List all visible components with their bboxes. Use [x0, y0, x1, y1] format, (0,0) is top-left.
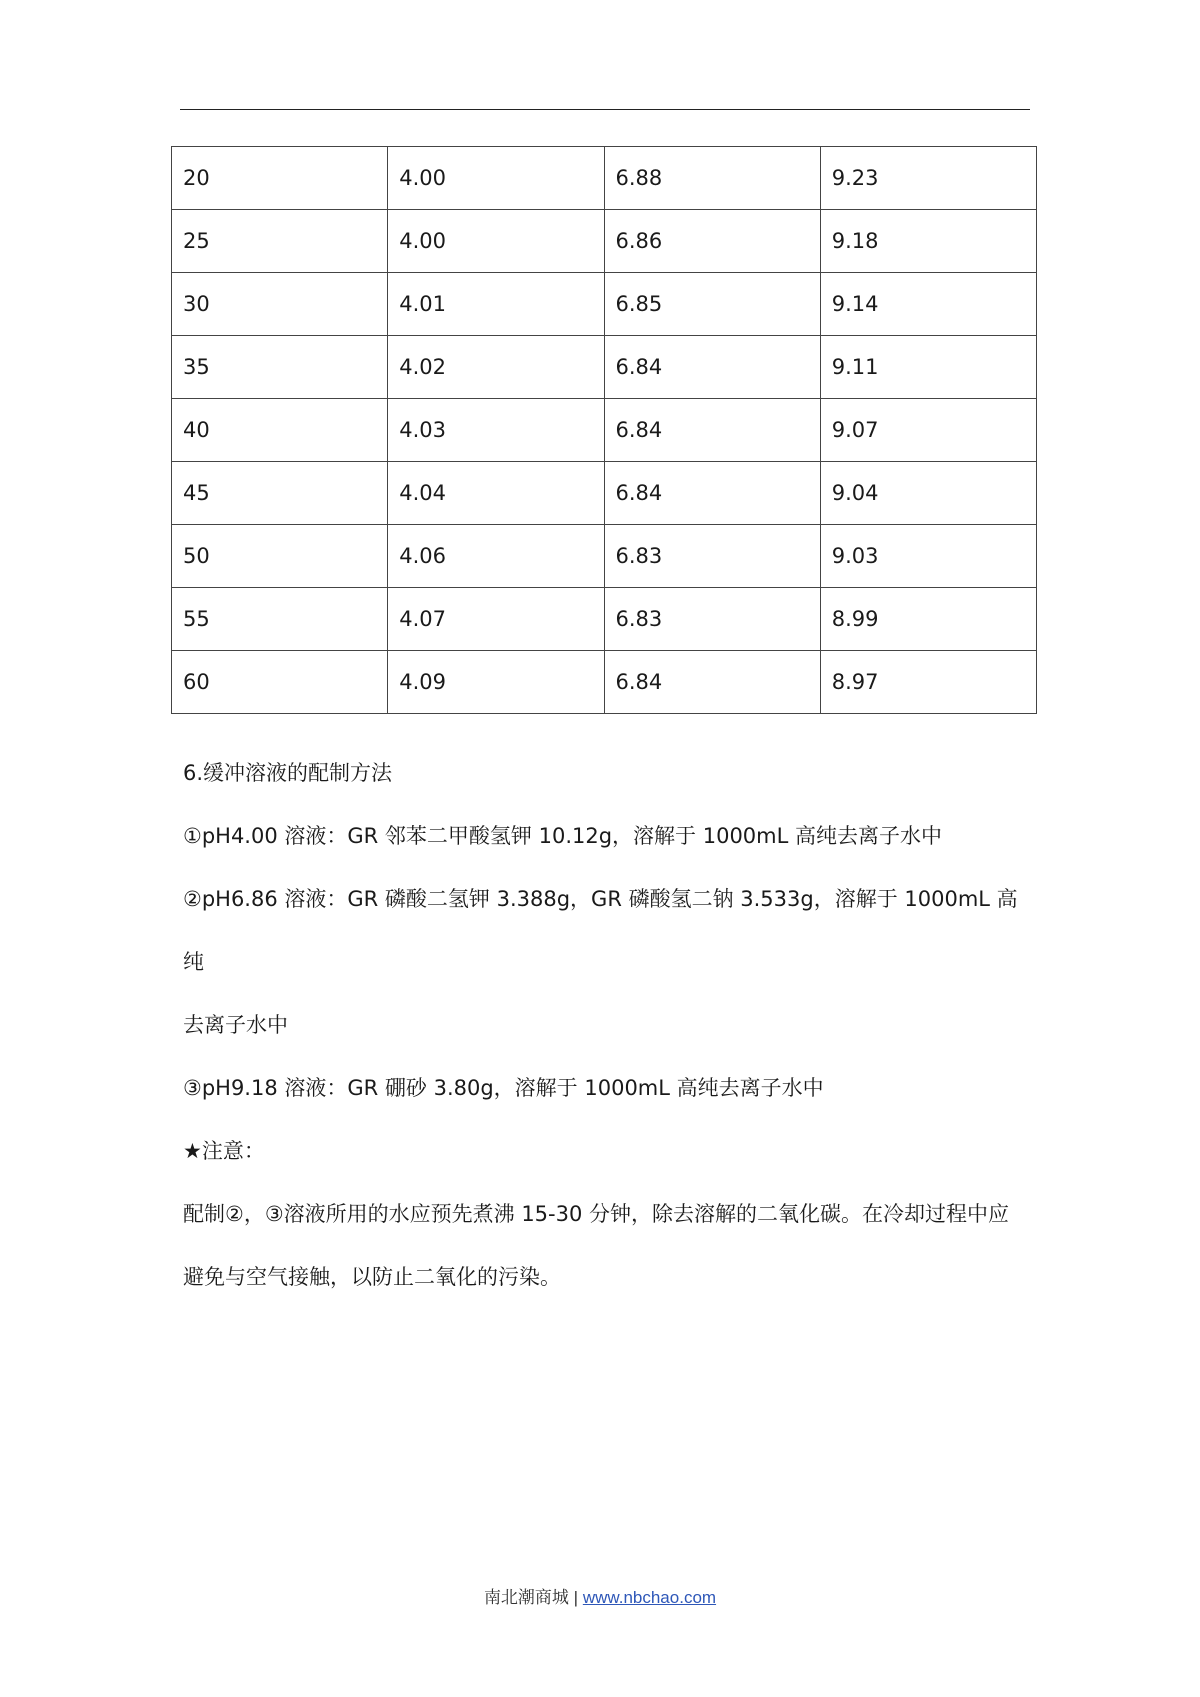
- ph686-recipe-line2: 去离子水中: [183, 1013, 288, 1037]
- note-label: ★注意：: [183, 1139, 265, 1163]
- table-cell: 6.83: [604, 588, 820, 651]
- table-cell: 25: [172, 210, 388, 273]
- table-cell: 9.07: [820, 399, 1036, 462]
- table-row: [172, 147, 1037, 210]
- table-cell: 30: [172, 273, 388, 336]
- table-row: [172, 210, 1037, 273]
- section-heading: 6.缓冲溶液的配制方法: [183, 761, 393, 785]
- ph-temperature-table: [171, 146, 1037, 714]
- table-cell: 9.03: [820, 525, 1036, 588]
- buffer-preparation-section: [183, 742, 1033, 1309]
- table-row: [172, 273, 1037, 336]
- ph400-recipe: ①pH4.00 溶液：GR 邻苯二甲酸氢钾 10.12g，溶解于 1000mL 高纯去离子水中: [183, 824, 942, 848]
- table-cell: 9.14: [820, 273, 1036, 336]
- table-cell: 4.00: [388, 147, 604, 210]
- table-cell: 8.97: [820, 651, 1036, 714]
- table-cell: 4.02: [388, 336, 604, 399]
- table-cell: 6.85: [604, 273, 820, 336]
- table-cell: 6.86: [604, 210, 820, 273]
- ph918-recipe: ③pH9.18 溶液：GR 硼砂 3.80g，溶解于 1000mL 高纯去离子水中: [183, 1076, 824, 1100]
- table-cell: 9.18: [820, 210, 1036, 273]
- table-cell: 4.07: [388, 588, 604, 651]
- note-text-line1: 配制②，③溶液所用的水应预先煮沸 15-30 分钟，除去溶解的二氧化碳。在冷却过程中应: [183, 1202, 1010, 1226]
- table-cell: 4.06: [388, 525, 604, 588]
- table-cell: 6.88: [604, 147, 820, 210]
- note-text-line2: 避免与空气接触，以防止二氧化的污染。: [183, 1265, 561, 1289]
- table-cell: 4.01: [388, 273, 604, 336]
- footer-site-name: 南北潮商城: [483, 1588, 569, 1607]
- page-footer: [0, 1583, 1200, 1608]
- footer-separator: |: [573, 1588, 579, 1607]
- table-cell: 4.00: [388, 210, 604, 273]
- table-cell: 40: [172, 399, 388, 462]
- table-cell: 6.84: [604, 651, 820, 714]
- header-rule: [180, 109, 1030, 110]
- table-cell: 9.11: [820, 336, 1036, 399]
- table-cell: 9.04: [820, 462, 1036, 525]
- table-cell: 6.84: [604, 336, 820, 399]
- table-cell: 4.09: [388, 651, 604, 714]
- table-cell: 20: [172, 147, 388, 210]
- table-cell: 4.03: [388, 399, 604, 462]
- table-row: [172, 336, 1037, 399]
- table-cell: 8.99: [820, 588, 1036, 651]
- table-cell: 4.04: [388, 462, 604, 525]
- table-cell: 35: [172, 336, 388, 399]
- table-cell: 45: [172, 462, 388, 525]
- table-cell: 6.84: [604, 462, 820, 525]
- table-cell: 9.23: [820, 147, 1036, 210]
- table-row: [172, 462, 1037, 525]
- ph686-recipe-line1: ②pH6.86 溶液：GR 磷酸二氢钾 3.388g，GR 磷酸氢二钠 3.533g，溶解于 1000mL 高纯: [183, 887, 1018, 974]
- table-row: [172, 399, 1037, 462]
- table-row: [172, 588, 1037, 651]
- table-cell: 6.84: [604, 399, 820, 462]
- footer-site-link[interactable]: www.nbchao.com: [582, 1588, 717, 1607]
- table-cell: 50: [172, 525, 388, 588]
- table-row: [172, 651, 1037, 714]
- table-row: [172, 525, 1037, 588]
- table-cell: 60: [172, 651, 388, 714]
- table-cell: 55: [172, 588, 388, 651]
- table-cell: 6.83: [604, 525, 820, 588]
